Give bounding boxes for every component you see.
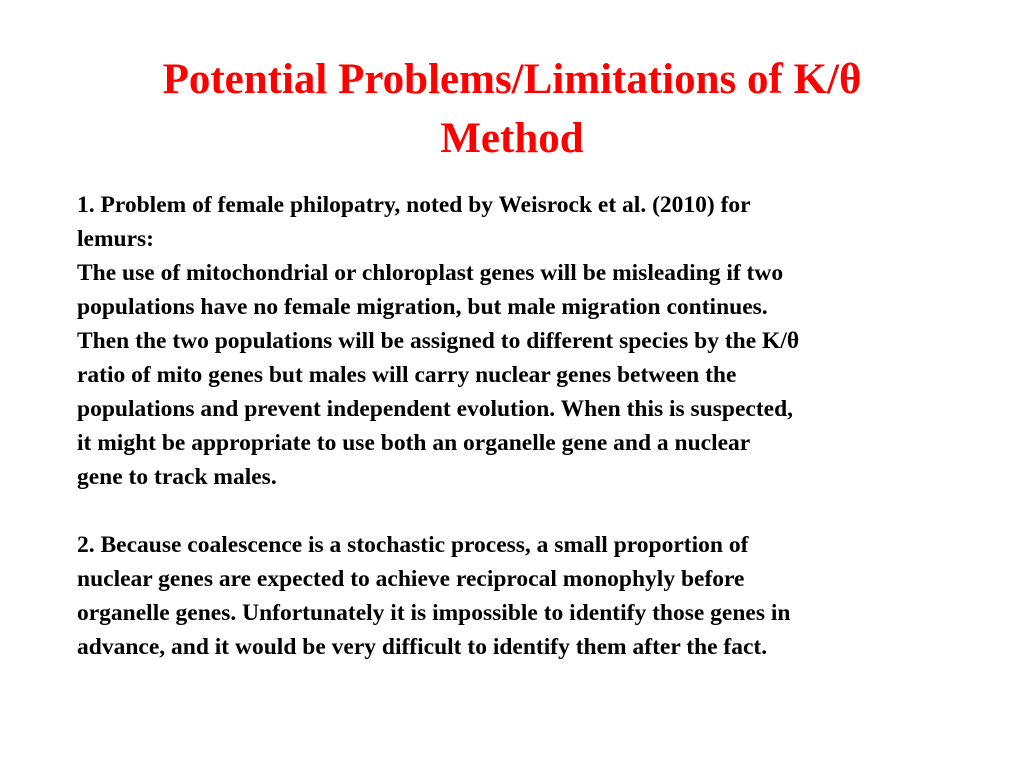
body-line: lemurs: [77, 226, 155, 252]
body-line: nuclear genes are expected to achieve reciprocal monophyly before [77, 566, 745, 592]
body-line: populations and prevent independent evolution. When this is suspected, [77, 396, 794, 422]
body-line: advance, and it would be very difficult to identify them after the fact. [77, 634, 768, 660]
body-line: Then the two populations will be assigned to different species by the K/θ [77, 328, 800, 354]
slide-body [77, 188, 977, 664]
slide-title-line-1: Potential Problems/Limitations of K/θ [162, 56, 862, 103]
body-line: populations have no female migration, but male migration continues. [77, 294, 768, 320]
slide-title [0, 50, 1024, 168]
body-line: The use of mitochondrial or chloroplast genes will be misleading if two [77, 260, 784, 286]
body-line: gene to track males. [77, 464, 277, 490]
body-line: 1. Problem of female philopatry, noted by Weisrock et al. (2010) for [77, 192, 751, 218]
slide-title-line-2: Method [440, 115, 584, 162]
body-line: it might be appropriate to use both an organelle gene and a nuclear [77, 430, 751, 456]
body-line: ratio of mito genes but males will carry nuclear genes between the [77, 362, 737, 388]
body-line: 2. Because coalescence is a stochastic process, a small proportion of [77, 532, 749, 558]
body-line: organelle genes. Unfortunately it is impossible to identify those genes in [77, 600, 791, 626]
paragraph-spacer [77, 494, 977, 528]
